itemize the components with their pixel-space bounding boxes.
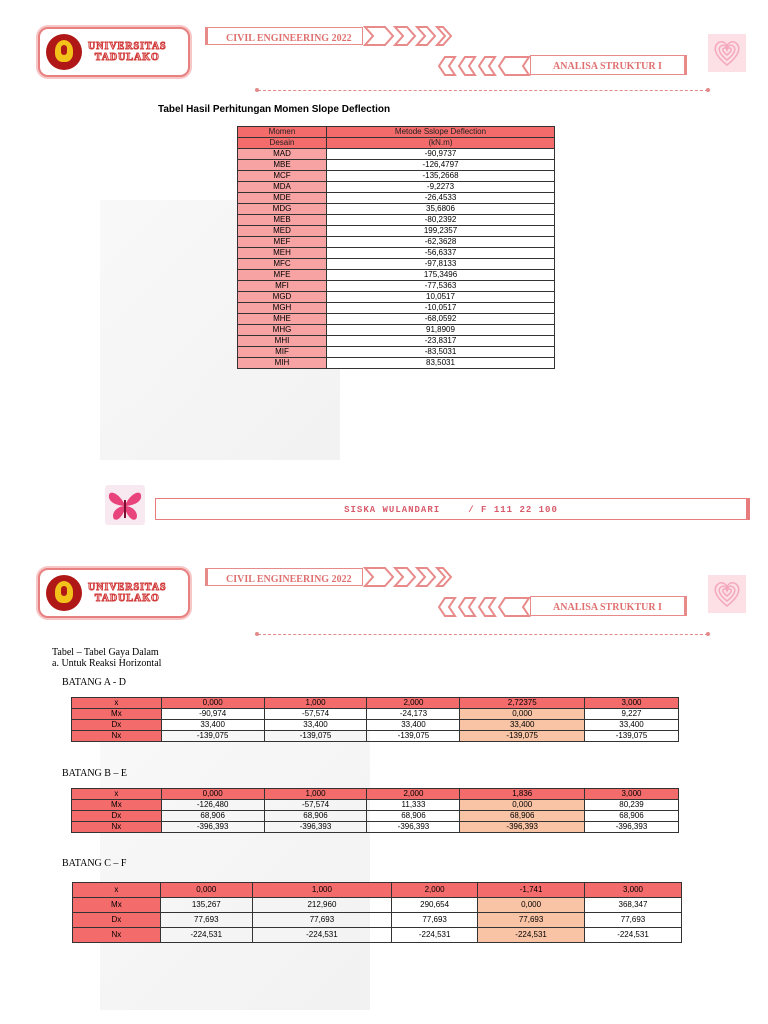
heart-icon (708, 34, 746, 72)
table-row (238, 259, 555, 270)
author-name: SISKA WULANDARI (344, 505, 441, 515)
moment-value-cell: -90,9737 (327, 149, 555, 160)
value-cell: -139,075 (161, 731, 264, 742)
row-label-cell: x (72, 789, 162, 800)
value-cell: 0,000 (160, 883, 252, 898)
header-cell: (kN.m) (327, 138, 555, 149)
moment-value-cell: 35,6806 (327, 204, 555, 215)
header-divider (258, 634, 708, 635)
table-row (238, 237, 555, 248)
course-ribbon (205, 27, 363, 45)
university-emblem-icon (46, 575, 82, 611)
moment-value-cell: -80,2392 (327, 215, 555, 226)
highlight-cell: 1,836 (460, 789, 585, 800)
highlight-cell: 0,000 (460, 800, 585, 811)
row-label-cell: x (73, 883, 161, 898)
row-label-cell: Dx (73, 913, 161, 928)
table-row (73, 883, 682, 898)
course-label: CIVIL ENGINEERING 2022 (226, 33, 352, 44)
value-cell: 2,000 (367, 698, 460, 709)
table-row (73, 928, 682, 943)
table-row (238, 292, 555, 303)
table-row (238, 171, 555, 182)
table-row (238, 215, 555, 226)
table-row (72, 720, 679, 731)
row-label-cell: Nx (73, 928, 161, 943)
table-row (72, 731, 679, 742)
value-cell: -90,974 (161, 709, 264, 720)
value-cell: 135,267 (160, 898, 252, 913)
value-cell: 33,400 (161, 720, 264, 731)
value-cell: 1,000 (264, 698, 367, 709)
value-cell: 1,000 (264, 789, 367, 800)
table-row (72, 811, 679, 822)
batang-label: BATANG A - D (62, 677, 126, 688)
header-divider (258, 90, 708, 91)
value-cell: 33,400 (367, 720, 460, 731)
value-cell: -57,574 (264, 709, 367, 720)
moment-table-title: Tabel Hasil Perhitungan Momen Slope Deflection (158, 104, 391, 115)
university-name-line1: UNIVERSITAS (88, 582, 167, 593)
value-cell: -396,393 (367, 822, 460, 833)
force-table-ad (71, 697, 679, 742)
moment-label-cell: MGH (238, 303, 327, 314)
table-row (73, 913, 682, 928)
moment-label-cell: MDE (238, 193, 327, 204)
row-label-cell: Nx (72, 731, 162, 742)
moment-value-cell: 91,8909 (327, 325, 555, 336)
highlight-cell: 0,000 (478, 898, 585, 913)
moment-value-cell: -23,8317 (327, 336, 555, 347)
moment-label-cell: MDG (238, 204, 327, 215)
university-logo-box (38, 568, 190, 618)
value-cell: -139,075 (584, 731, 678, 742)
force-table-be (71, 788, 679, 833)
header-cell: Desain (238, 138, 327, 149)
value-cell: 3,000 (584, 883, 681, 898)
moment-label-cell: MFI (238, 281, 327, 292)
table-row (72, 800, 679, 811)
value-cell: -396,393 (584, 822, 678, 833)
row-label-cell: Nx (72, 822, 162, 833)
value-cell: 68,906 (264, 811, 367, 822)
value-cell: 3,000 (584, 698, 678, 709)
table-row (238, 182, 555, 193)
value-cell: 68,906 (367, 811, 460, 822)
table-row (238, 270, 555, 281)
value-cell: 1,000 (252, 883, 391, 898)
value-cell: 3,000 (584, 789, 678, 800)
table-row (238, 347, 555, 358)
value-cell: -224,531 (160, 928, 252, 943)
highlight-cell: 68,906 (460, 811, 585, 822)
moment-label-cell: MGD (238, 292, 327, 303)
course-label: CIVIL ENGINEERING 2022 (226, 574, 352, 585)
value-cell: -57,574 (264, 800, 367, 811)
moment-label-cell: MHE (238, 314, 327, 325)
moment-table (237, 126, 555, 369)
section-title: Tabel – Tabel Gaya Dalam (52, 647, 159, 658)
chevron-left-icon (437, 595, 532, 619)
moment-label-cell: MHI (238, 336, 327, 347)
author-name-bar (155, 498, 750, 520)
value-cell: 68,906 (584, 811, 678, 822)
moment-value-cell: -126,4797 (327, 160, 555, 171)
university-name-line2: TADULAKO (94, 593, 160, 604)
moment-label-cell: MFE (238, 270, 327, 281)
moment-value-cell: -97,8133 (327, 259, 555, 270)
value-cell: -396,393 (264, 822, 367, 833)
value-cell: -139,075 (264, 731, 367, 742)
value-cell: -224,531 (252, 928, 391, 943)
table-row (72, 698, 679, 709)
value-cell: 80,239 (584, 800, 678, 811)
moment-label-cell: MFC (238, 259, 327, 270)
moment-label-cell: MED (238, 226, 327, 237)
value-cell: -139,075 (367, 731, 460, 742)
background-photo (100, 730, 370, 1010)
moment-label-cell: MBE (238, 160, 327, 171)
batang-label: BATANG C – F (62, 858, 127, 869)
moment-value-cell: 199,2357 (327, 226, 555, 237)
table-row (72, 789, 679, 800)
moment-label-cell: MHG (238, 325, 327, 336)
table-header-row (238, 127, 555, 138)
moment-value-cell: -26,4533 (327, 193, 555, 204)
moment-value-cell: 175,3496 (327, 270, 555, 281)
table-row (238, 193, 555, 204)
row-label-cell: Dx (72, 720, 162, 731)
subject-label: ANALISA STRUKTUR I (553, 602, 662, 613)
chevron-right-icon (363, 24, 453, 48)
chevron-left-icon (437, 54, 532, 78)
university-emblem-icon (46, 34, 82, 70)
value-cell: 290,654 (392, 898, 478, 913)
table-row (238, 314, 555, 325)
value-cell: 2,000 (367, 789, 460, 800)
header-cell: Momen (238, 127, 327, 138)
moment-value-cell: -62,3628 (327, 237, 555, 248)
value-cell: 0,000 (161, 789, 264, 800)
heart-icon (708, 575, 746, 613)
author-id: / F 111 22 100 (468, 505, 558, 515)
moment-value-cell: 83,5031 (327, 358, 555, 369)
moment-label-cell: MCF (238, 171, 327, 182)
university-logo-box (38, 27, 190, 77)
highlight-cell: 2,72375 (460, 698, 585, 709)
moment-label-cell: MEF (238, 237, 327, 248)
course-ribbon (205, 568, 363, 586)
header-cell: Metode Sslope Deflection (327, 127, 555, 138)
moment-value-cell: -9,2273 (327, 182, 555, 193)
value-cell: 0,000 (161, 698, 264, 709)
moment-value-cell: -10,0517 (327, 303, 555, 314)
university-name-line1: UNIVERSITAS (88, 41, 167, 52)
value-cell: -224,531 (392, 928, 478, 943)
moment-value-cell: -68,0592 (327, 314, 555, 325)
value-cell: 33,400 (584, 720, 678, 731)
moment-value-cell: -83,5031 (327, 347, 555, 358)
value-cell: 11,333 (367, 800, 460, 811)
table-row (238, 226, 555, 237)
table-row (238, 248, 555, 259)
moment-label-cell: MEH (238, 248, 327, 259)
table-header-row (238, 138, 555, 149)
value-cell: -224,531 (584, 928, 681, 943)
value-cell: 2,000 (392, 883, 478, 898)
highlight-cell: 77,693 (478, 913, 585, 928)
highlight-cell: 33,400 (460, 720, 585, 731)
highlight-cell: -396,393 (460, 822, 585, 833)
value-cell: -24,173 (367, 709, 460, 720)
value-cell: 212,960 (252, 898, 391, 913)
highlight-cell: 0,000 (460, 709, 585, 720)
batang-label: BATANG B – E (62, 768, 128, 779)
value-cell: 68,906 (161, 811, 264, 822)
moment-label-cell: MIH (238, 358, 327, 369)
row-label-cell: Dx (72, 811, 162, 822)
value-cell: 368,347 (584, 898, 681, 913)
table-row (238, 325, 555, 336)
value-cell: 77,693 (252, 913, 391, 928)
table-row (238, 160, 555, 171)
table-row (73, 898, 682, 913)
table-row (72, 709, 679, 720)
moment-label-cell: MDA (238, 182, 327, 193)
moment-value-cell: -135,2668 (327, 171, 555, 182)
value-cell: -396,393 (161, 822, 264, 833)
value-cell: -126,480 (161, 800, 264, 811)
moment-label-cell: MEB (238, 215, 327, 226)
subject-ribbon (530, 596, 687, 616)
table-row (238, 149, 555, 160)
butterfly-icon (105, 485, 145, 525)
table-row (238, 358, 555, 369)
subject-ribbon (530, 55, 687, 75)
value-cell: 77,693 (392, 913, 478, 928)
highlight-cell: -139,075 (460, 731, 585, 742)
highlight-cell: -224,531 (478, 928, 585, 943)
moment-value-cell: -77,5363 (327, 281, 555, 292)
university-name-line2: TADULAKO (94, 52, 160, 63)
highlight-cell: -1,741 (478, 883, 585, 898)
moment-value-cell: 10,0517 (327, 292, 555, 303)
subject-label: ANALISA STRUKTUR I (553, 61, 662, 72)
moment-label-cell: MIF (238, 347, 327, 358)
chevron-right-icon (363, 565, 453, 589)
table-row (238, 336, 555, 347)
table-row (238, 303, 555, 314)
row-label-cell: Mx (72, 800, 162, 811)
value-cell: 33,400 (264, 720, 367, 731)
row-label-cell: Mx (72, 709, 162, 720)
value-cell: 77,693 (160, 913, 252, 928)
moment-value-cell: -56,6337 (327, 248, 555, 259)
row-label-cell: x (72, 698, 162, 709)
moment-label-cell: MAD (238, 149, 327, 160)
table-row (238, 281, 555, 292)
table-row (238, 204, 555, 215)
force-table-cf (72, 882, 682, 943)
table-row (72, 822, 679, 833)
section-subtitle: a. Untuk Reaksi Horizontal (52, 658, 162, 669)
value-cell: 77,693 (584, 913, 681, 928)
value-cell: 9,227 (584, 709, 678, 720)
row-label-cell: Mx (73, 898, 161, 913)
